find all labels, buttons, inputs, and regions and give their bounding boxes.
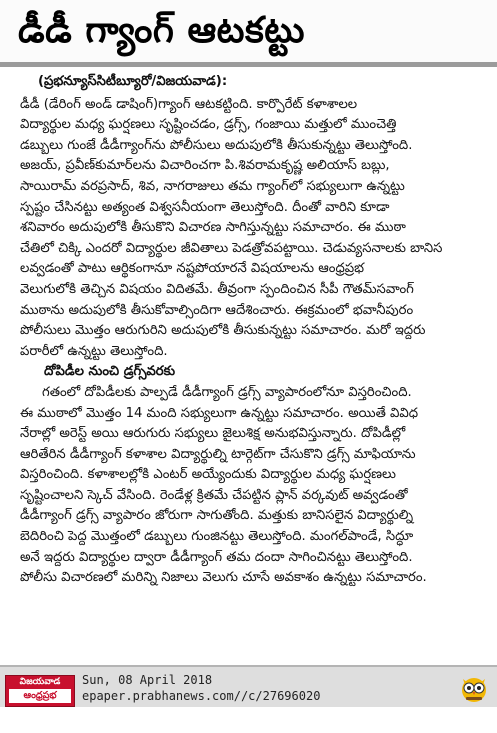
text-line: చేతిలో చిక్కి ఎందరో విద్యార్థుల జీవితాలు పెడత్రోవపట్టాయి. చెడువ్యసనాలకు బానిస <box>20 240 443 256</box>
text-line: సృష్టించాలని స్కెచ్ వేసింది. రెండేళ్ల క్రితమే చేపట్టిన ప్లాన్ వర్కవుట్ అవ్వడంతో <box>20 487 408 503</box>
epaper-footer <box>0 665 497 733</box>
text-line: శనివారం అదుపులోకి తీసుకొని విచారణ సాగిస్తున్నట్టు సమాచారం. ఈ ముఠా <box>20 220 406 236</box>
text-line: స్పష్టం చేసినట్టు అత్యంత విశ్వసనీయంగా తెలుస్తోంది. దీంతో వారిని కూడా <box>20 199 390 215</box>
text-line: విద్యార్థుల మధ్య ఘర్షణలు సృష్టించడం, డ్రగ్స్, గంజాయి మత్తులో ముంచెత్తి <box>20 117 397 133</box>
paragraph-2 <box>20 383 490 589</box>
text-line: డీడీగ్యాంగ్ డ్రగ్స్ వ్యాపారం జోరుగా సాగుతోంది. మత్తుకు బానిసలైన విద్యార్థుల్ని <box>20 508 414 524</box>
article-body <box>20 70 490 662</box>
text-line: ఆరితేరిన డీడీగ్యాంగ్ కళాశాల విద్యార్థుల్ని టార్గెట్‌గా చేసుకొని డ్రగ్స్ మాఫియాను <box>20 446 416 462</box>
logo-edition-label: విజయవాడ <box>19 677 61 687</box>
footer-bar <box>0 665 497 707</box>
logo-masthead: ఆంధ్రప్రభ <box>9 689 71 703</box>
text-line: అజయ్, ప్రవీణ్‌కుమార్‌లను విచారించగా పి.శివరామకృష్ణ అలియాస్ బబ్లు, <box>20 158 390 174</box>
text-line: లవ్వడంతో పాటు ఆర్థికంగానూ నష్టపోయారనే విషయాలను ఆంధ్రప్రభ <box>20 261 365 277</box>
headline-divider <box>0 62 497 67</box>
text-line: వెలుగులోకి తెచ్చిన విషయం విదితమే. తీవ్రంగా స్పందించిన సీపీ గౌతమ్‌సవాంగ్ <box>20 281 414 297</box>
edition-date: Sun, 08 April 2018 <box>82 673 213 687</box>
text-line: డబ్బులు గుంజే డీడీగ్యాంగ్‌ను పోలీసులు అదుపులోకి తీసుకున్నట్టు తెలుస్తోంది. <box>20 137 413 153</box>
text-line: ఈ ముఠాలో మొత్తం 14 మంది సభ్యులుగా ఉన్నట్టు సమాచారం. అయితే వివిధ <box>20 405 419 421</box>
text-line: డీడీ (డేరింగ్ అండ్ డాషింగ్)గ్యాంగ్ ఆటకట్టింది. కార్పొరేట్ కళాశాలల <box>20 96 358 112</box>
text-line: పరారీలో ఉన్నట్టు తెలుస్తోంది. <box>20 343 168 359</box>
paragraph-1 <box>20 95 490 363</box>
text-line: నేరాల్లో అరెస్ట్ అయి ఆరుగురు సభ్యులు జైలుశిక్ష అనుభవిస్తున్నారు. దోపిడీల్లో <box>20 426 406 442</box>
newspaper-logo[interactable] <box>5 675 75 707</box>
text-line: విస్తరించింది. కళాశాలల్లోకి ఎంటర్ అయ్యేందుకు విద్యార్థుల మధ్య ఘర్షణలు <box>20 467 396 483</box>
owl-icon <box>459 673 489 703</box>
subheading: దోపిడీల నుంచి డ్రగ్స్‌వరకు <box>44 364 176 380</box>
clip-url[interactable]: epaper.prabhanews.com//c/27696020 <box>82 689 321 703</box>
text-line: సాయిరామ్ వరప్రసాద్, శివ, నాగరాజులు తమ గ్యాంగ్‌లో సభ్యులుగా ఉన్నట్టు <box>20 178 405 194</box>
headline: డీడీ గ్యాంగ్ ఆటకట్టు <box>0 0 497 62</box>
text-line: బెదిరించి పెద్ద మొత్తంలో డబ్బులు గుంజినట్టు తెలుస్తోంది. మంగల్‌పాండే, సిద్ధూ <box>20 529 414 545</box>
text-line: అనే ఇద్దరు విద్యార్థుల ద్వారా డీడీగ్యాంగ్ తమ దందా సాగించినట్టు తెలుస్తోంది. <box>20 549 413 565</box>
text-line: ముఠాను అదుపులోకి తీసుకోవాల్సిందిగా ఆదేశించారు. ఈక్రమంలో భవానీపురం <box>20 302 414 318</box>
text-line: గతంలో దోపిడీలకు పాల్పడే డీడీగ్యాంగ్ డ్రగ్స్ వ్యాపారంలోనూ విస్తరించింది. <box>42 384 412 400</box>
text-line: పోలీసులు మొత్తం ఆరుగురిని అదుపులోకి తీసుకున్నట్టు సమాచారం. మరో ఇద్దరు <box>20 323 426 339</box>
dateline: (ప్రభన్యూస్‌సిటీబ్యూరో/విజయవాడ): <box>38 74 228 89</box>
text-line: పోలీసు విచారణలో మరిన్ని నిజాలు వెలుగు చూసే అవకాశం ఉన్నట్టు సమాచారం. <box>20 570 427 586</box>
